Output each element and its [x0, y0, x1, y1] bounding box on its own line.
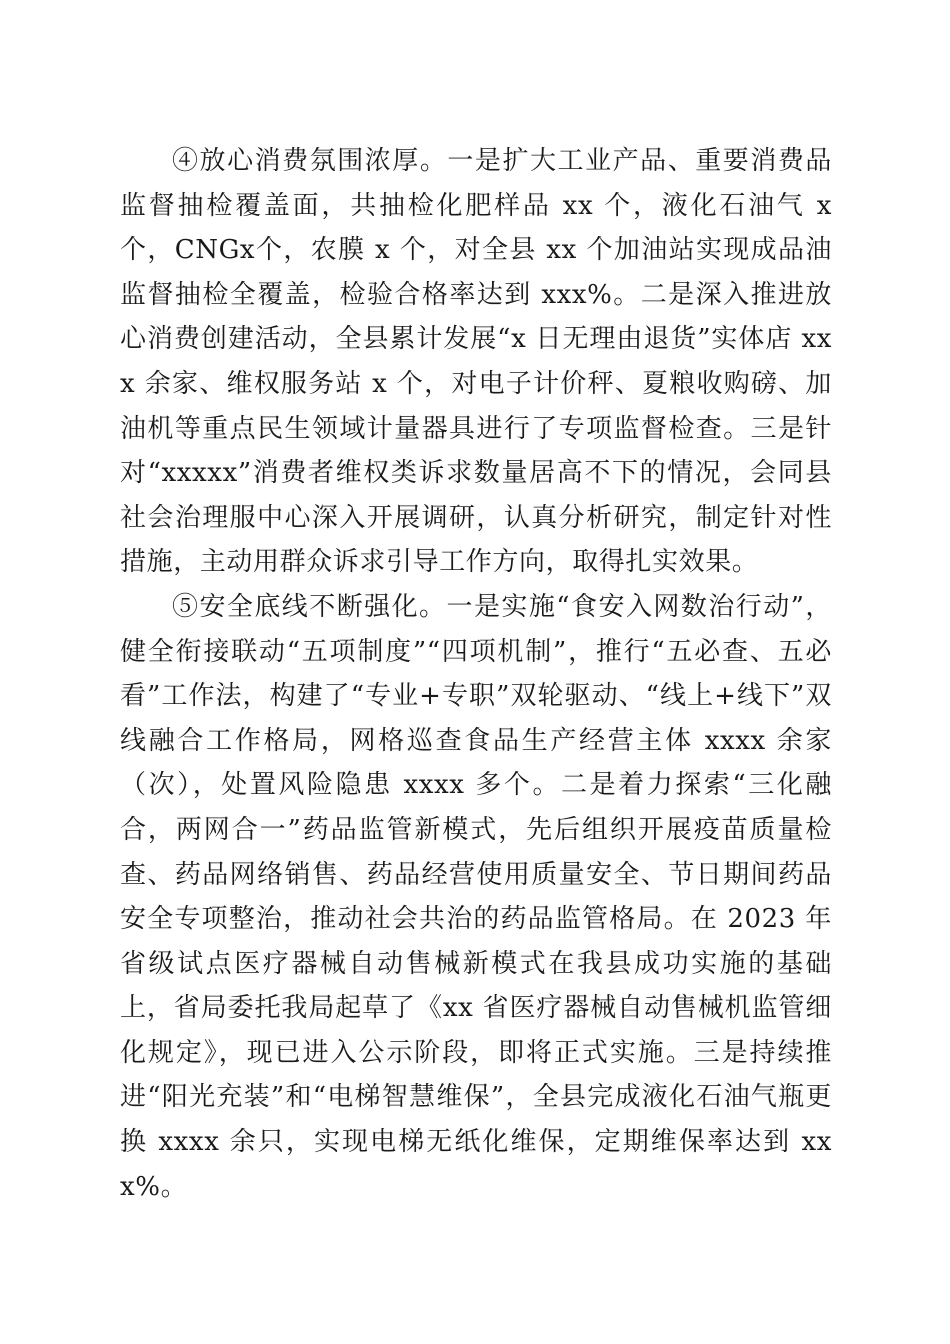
paragraph-safety-baseline: ⑤安全底线不断强化。一是实施“食安入网数治行动”，健全衔接联动“五项制度”“四项机制”，推行“五必查、五必看”工作法，构建了“专业+专职”双轮驱动、“线上+线下”双线融合工作格局，网格巡查食品生产经营主体 xxxx 余家（次），处置风险隐患 xxxx 多个。二是着力探索“三化融合，两网合一”药品监管新模式，先后组织开展疫苗质量检查、药品网络销售、药品经营使用质量安全、节日期间药品安全专项整治，推动社会共治的药品监管格局。在 2023 年省级试点医疗器械自动售械新模式在我县成功实施的基础上，省局委托我局起草了《xx 省医疗器械自动售械机监管细化规定》，现已进入公示阶段，即将正式实施。三是持续推进“阳光充装”和“电梯智慧维保”，全县完成液化石油气瓶更换 xxxx 余只，实现电梯无纸化维保，定期维保率达到 xxx%。 [120, 591, 832, 1202]
document-body [120, 139, 832, 1209]
paragraph-consumer-confidence: ④放心消费氛围浓厚。一是扩大工业产品、重要消费品监督抽检覆盖面，共抽检化肥样品 xx 个，液化石油气 x 个，CNGx个，农膜 x 个，对全县 xx 个加油站实现成品油监督抽检全覆盖，检验合格率达到 xxx%。二是深入推进放心消费创建活动，全县累计发展“x 日无理由退货”实体店 xxx 余家、维权服务站 x 个，对电子计价秤、夏粮收购磅、加油机等重点民生领域计量器具进行了专项监督检查。三是针对“xxxxx”消费者维权类诉求数量居高不下的情况，会同县社会治理服中心深入开展调研，认真分析研究，制定针对性措施，主动用群众诉求引导工作方向，取得扎实效果。 [120, 146, 832, 578]
